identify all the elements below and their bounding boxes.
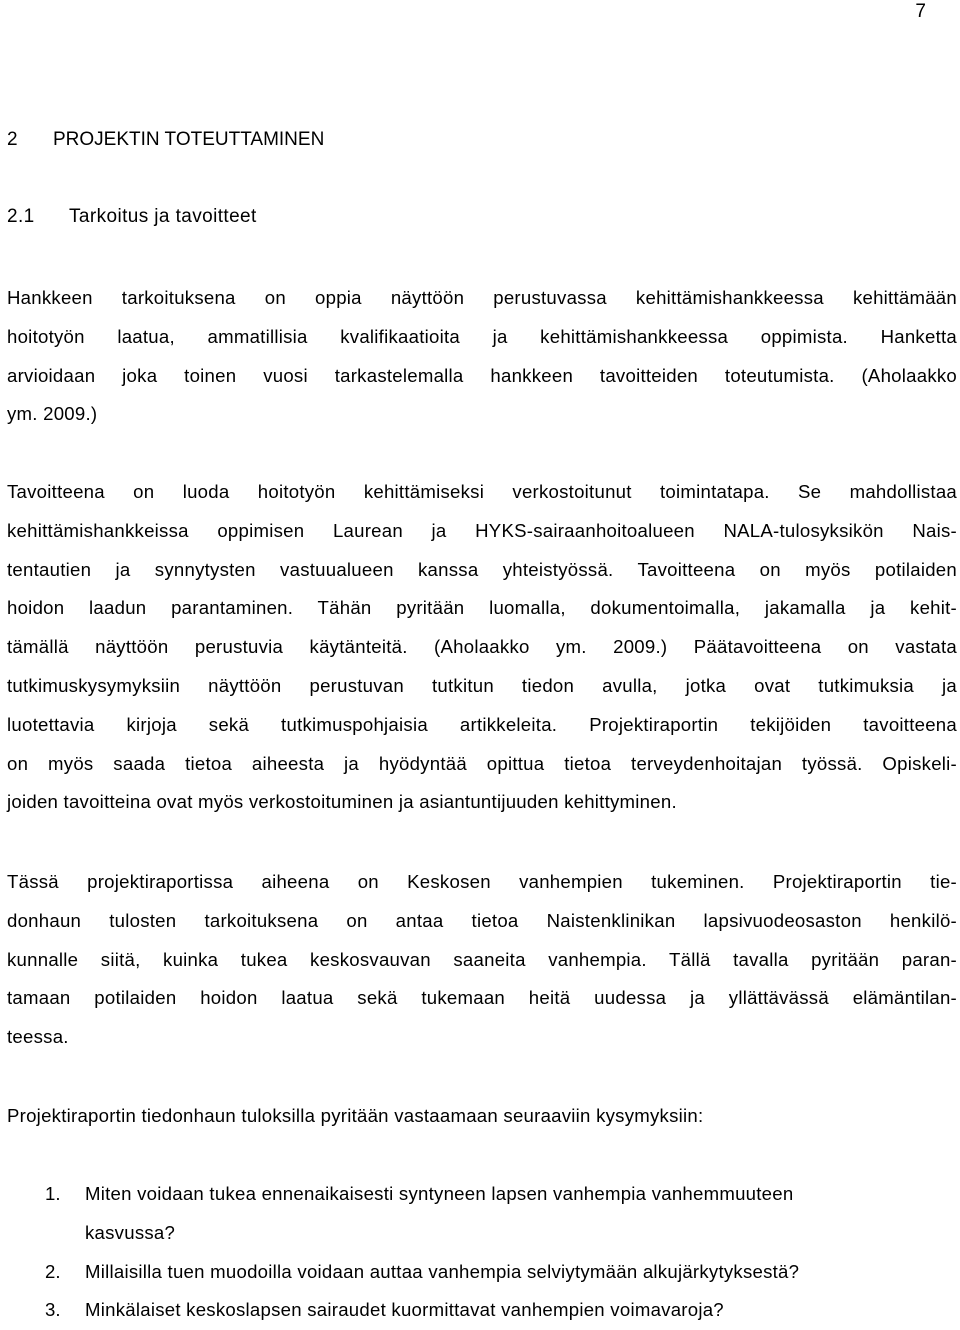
paragraph-line: hoidon laadun parantaminen. Tähän pyritään luomalla, dokumentoimalla, jakamalla ja kehit- — [7, 597, 957, 619]
question-number: 3. — [45, 1299, 61, 1321]
section-title: Tarkoitus ja tavoitteet — [69, 206, 257, 227]
paragraph-goals — [7, 473, 957, 822]
question-number: 1. — [45, 1183, 61, 1204]
paragraph-line: on myös saada tietoa aiheesta ja hyödyntää opittua tietoa terveydenhoitajan työssä. Opiskeli- — [7, 752, 957, 774]
paragraph-line: tentautien ja synnytysten vastuualueen kanssa yhteistyössä. Tavoitteena on myös potilaiden — [7, 558, 957, 580]
chapter-title: PROJEKTIN TOTEUTTAMINEN — [53, 129, 325, 150]
paragraph-line: Tässä projektiraportissa aiheena on Keskosen vanhempien tukeminen. Projektiraportin tie- — [7, 871, 957, 892]
paragraph-line: ym. 2009.) — [7, 403, 98, 425]
question-number: 2. — [45, 1260, 61, 1282]
paragraph-line: kunnalle siitä, kuinka tukea keskosvauvan saaneita vanhempia. Tällä tavalla pyritään paran- — [7, 948, 957, 970]
paragraph-line: tutkimuskysymyksiin näyttöön perustuvan tutkitun tiedon avulla, jotka ovat tutkimuksia ja — [7, 674, 957, 696]
question-line: Minkälaiset keskoslapsen sairaudet kuormittavat vanhempien voimavaroja? — [85, 1299, 724, 1321]
chapter-heading — [7, 127, 324, 153]
paragraph-line: hoitotyön laatua, ammatillisia kvalifikaatioita ja kehittämishankkeessa oppimista. Hanketta — [7, 325, 957, 347]
page-number: 7 — [915, 1, 926, 22]
paragraph-line: tamaan potilaiden hoidon laatua sekä tukemaan heitä uudessa ja yllättävässä elämäntilan- — [7, 987, 957, 1009]
paragraph-line: tämällä näyttöön perustuvia käytänteitä. (Aholaakko ym. 2009.) Päätavoitteena on vastata — [7, 636, 957, 658]
question-line: Millaisilla tuen muodoilla voidaan auttaa vanhempia selviytymään alkujärkytyksestä? — [85, 1260, 800, 1282]
paragraph-purpose — [7, 279, 957, 434]
section-heading — [7, 204, 257, 230]
paragraph-line: kehittämishankkeissa oppimisen Laurean ja HYKS-sairaanhoitoalueen NALA-tulosyksikön Nais- — [7, 519, 957, 541]
paragraph-line: joiden tavoitteina ovat myös verkostoituminen ja asiantuntijuuden kehittyminen. — [7, 791, 677, 813]
paragraph-topic — [7, 863, 957, 1057]
paragraph-line: donhaun tulosten tarkoituksena on antaa tietoa Naistenklinikan lapsivuodeosaston henkilö- — [7, 909, 957, 931]
paragraph-line: arvioidaan joka toinen vuosi tarkastelemalla hankkeen tavoitteiden toteutumista. (Aholaakko — [7, 364, 957, 386]
chapter-number: 2 — [7, 129, 18, 150]
question-list — [7, 1175, 957, 1330]
paragraph-line: Tavoitteena on luoda hoitotyön kehittämiseksi verkostoitunut toimintatapa. Se mahdollistaa — [7, 481, 957, 502]
question-item — [7, 1291, 957, 1330]
question-line: kasvussa? — [85, 1221, 176, 1243]
question-item — [7, 1253, 957, 1292]
paragraph-line: luotettavia kirjoja sekä tutkimuspohjaisia artikkeleita. Projektiraportin tekijöiden tavoitteena — [7, 713, 957, 735]
section-number: 2.1 — [7, 206, 35, 227]
paragraph-line: teessa. — [7, 1026, 69, 1048]
paragraph-line: Projektiraportin tiedonhaun tuloksilla pyritään vastaamaan seuraaviin kysymyksiin: — [7, 1105, 704, 1126]
paragraph-line: Hankkeen tarkoituksena on oppia näyttöön perustuvassa kehittämishankkeessa kehittämään — [7, 287, 957, 308]
paragraph-questions-intro — [7, 1097, 957, 1136]
question-line: Miten voidaan tukea ennenaikaisesti syntyneen lapsen vanhempia vanhemmuuteen — [85, 1183, 794, 1204]
question-item — [7, 1175, 957, 1253]
